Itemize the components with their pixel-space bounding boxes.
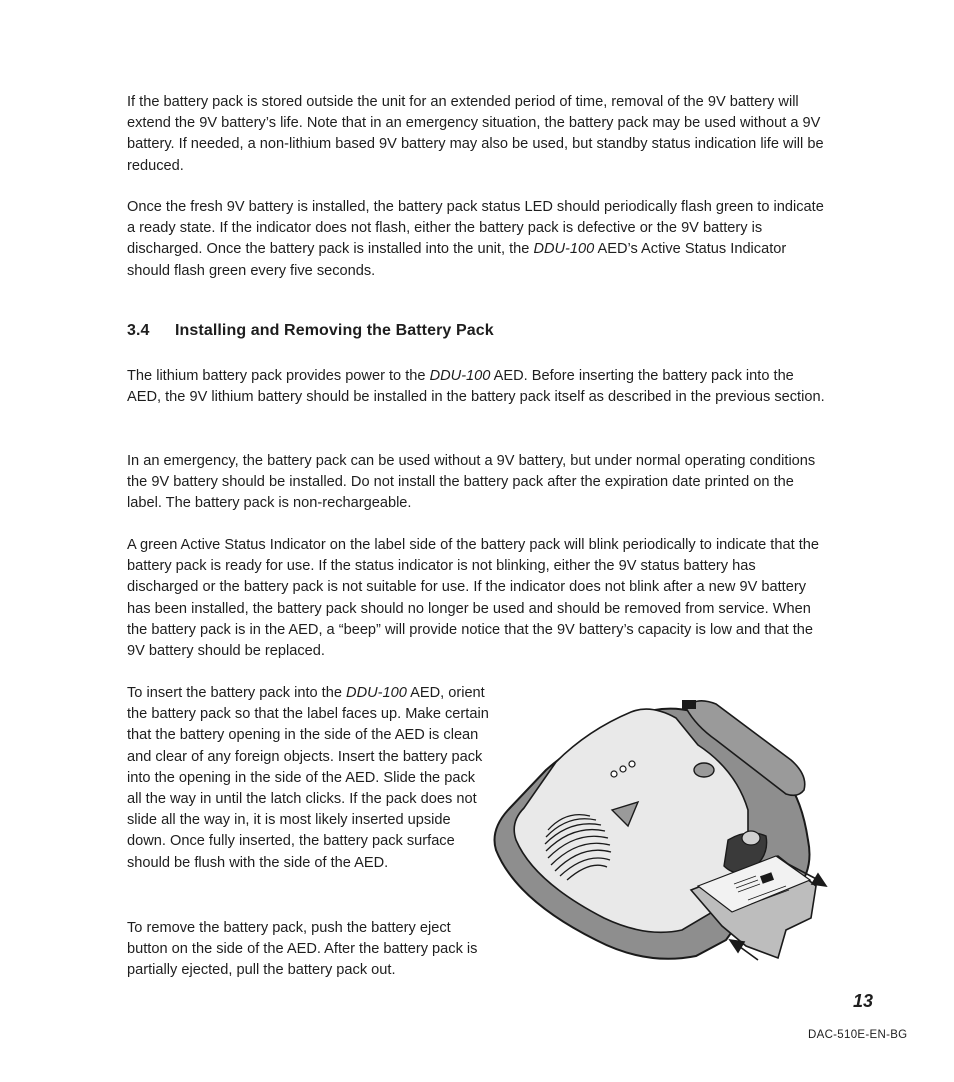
eject-button: [742, 831, 760, 845]
model-name: DDU-100: [429, 368, 491, 384]
model-name: DDU-100: [533, 241, 595, 258]
page-number: 13: [853, 991, 874, 1011]
paragraph-battery-storage: If the battery pack is stored outside the unit for an extended period of time, removal of the 9V battery will extend the 9V battery’s life. Note that in an emergency situation, the battery pack may be used without a 9V battery. If needed, a non-lithium based 9V battery may also be used, but standby status indication life will be reduced.: [127, 94, 824, 174]
paragraph-insert-instructions: To insert the battery pack into the DDU-100 AED, orient the battery pack so that the label faces up. Make certain that the battery opening in the side of the AED is clean and clear of any foreign objects. Insert the battery pack into the opening in the side of the AED. Slide the pack all the way in until the latch clicks. If the pack does not slide all the way in, it is most likely inserted upside down. Once fully inserted, the battery pack surface should be flush with the side of the AED.: [127, 685, 489, 871]
paragraph-emergency-use: In an emergency, the battery pack can be used without a 9V battery, but under normal operating conditions the 9V battery should be installed. Do not install the battery pack after the expiration date printed on the label. The battery pack is non-rechargeable.: [127, 453, 816, 512]
paragraph-fresh-battery: Once the fresh 9V battery is installed, the battery pack status LED should periodically flash green to indicate a ready state. If the indicator does not flash, either the battery pack is defective or the 9V battery is discharged. Once the battery pack is installed into the unit, the DDU-100 AED’s Active Status Indicator should flash green every five seconds.: [127, 199, 824, 279]
section-heading: [127, 322, 494, 340]
paragraph-battery-power: The lithium battery pack provides power to the DDU-100 AED. Before inserting the battery pack into the AED, the 9V lithium battery should be installed in the battery pack itself as described in the previous section.: [127, 368, 825, 406]
handle-clip: [682, 700, 696, 709]
indicator-led: [611, 771, 617, 777]
indicator-led: [629, 761, 635, 767]
paragraph-remove-instructions: To remove the battery pack, push the battery eject button on the side of the AED. After the battery pack is partially ejected, pull the battery pack out.: [127, 920, 478, 979]
indicator-led: [620, 766, 626, 772]
section-title: Installing and Removing the Battery Pack: [175, 322, 494, 339]
document-code: DAC-510E-EN-BG: [808, 1029, 908, 1041]
aed-battery-illustration: [486, 690, 831, 970]
paragraph-status-indicator: A green Active Status Indicator on the label side of the battery pack will blink periodically to indicate that the battery pack is ready for use. If the status indicator is not blinking, either the 9V status battery has discharged or the battery pack is not suitable for use. If the indicator does not blink after a new 9V battery has been installed, the battery pack should no longer be used and should be removed from service. When the battery pack is in the AED, a “beep” will provide notice that the 9V battery’s capacity is low and that the 9V battery should be replaced.: [127, 537, 819, 660]
shock-button: [694, 763, 714, 777]
section-number: 3.4: [127, 322, 150, 339]
model-name: DDU-100: [346, 685, 407, 701]
